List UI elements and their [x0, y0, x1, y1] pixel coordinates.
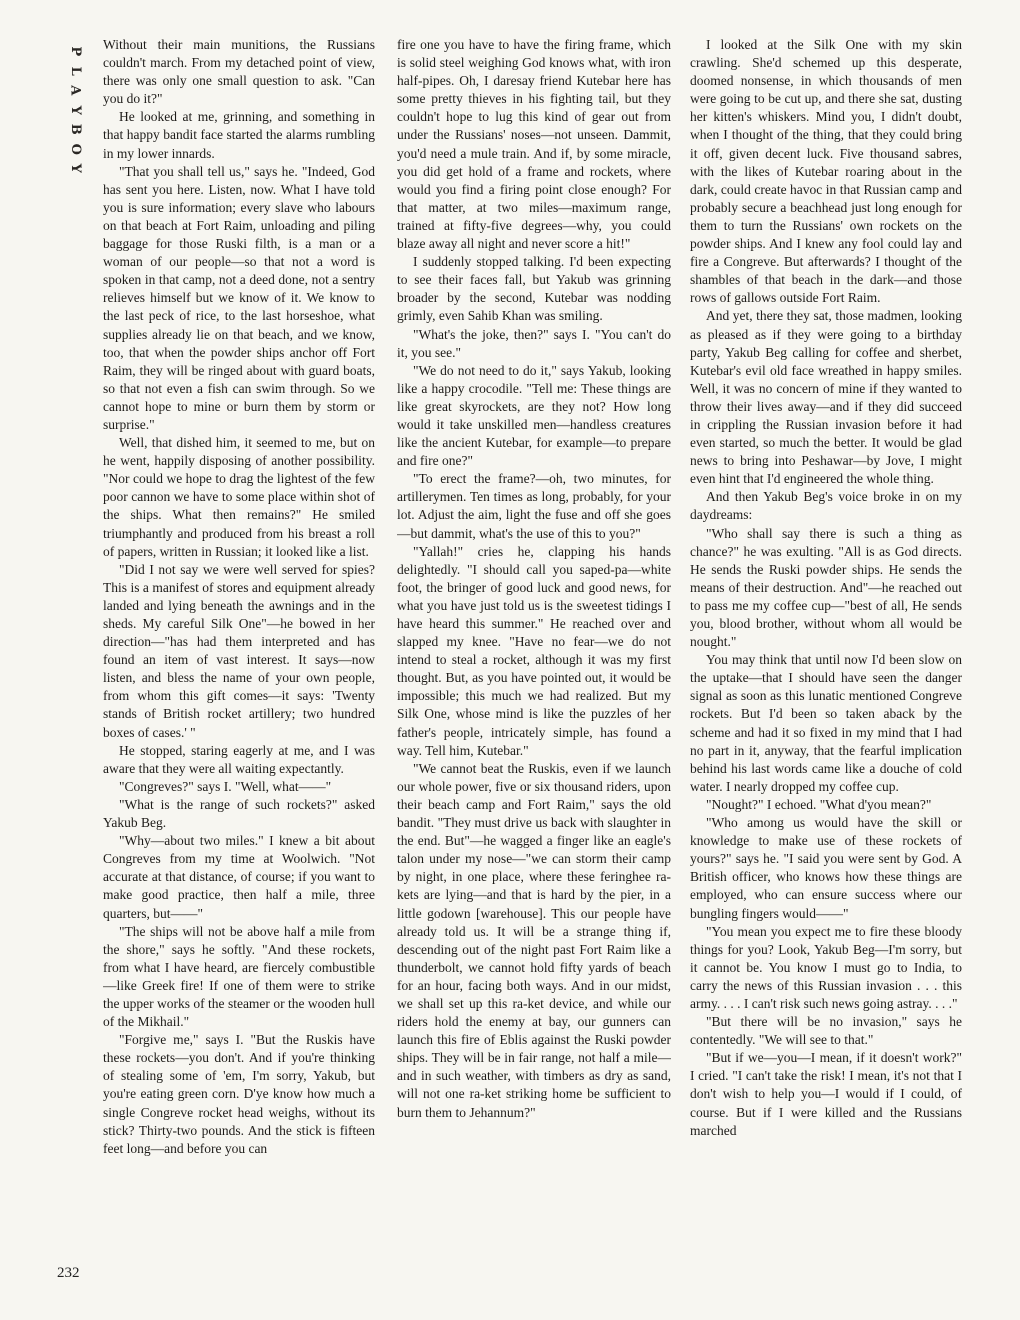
paragraph: He stopped, staring eagerly at me, and I was aware that they were all waiting expectantly.	[103, 742, 375, 776]
paragraph: "We do not need to do it," says Yakub, looking like a happy crocodile. "Tell me: These things are like great skyrockets, are they not? How long would it take unskilled men—handless creatures like the ancient Kutebar, for example—to prepare and fire one?"	[397, 362, 671, 469]
paragraph: "Who shall say there is such a thing as chance?" he was exulting. "All is as God directs. He sends the Ruski powder ships. He sends the means of their destruction. And"—he reached out to pass me my coffee cup—"best of all, He sends you, blood brother, without whom all would be nought."	[690, 525, 962, 650]
magazine-masthead	[60, 42, 90, 179]
paragraph: "But if we—you—I mean, if it doesn't work?" I cried. "I can't take the risk! I mean, it's not that I don't wish to help you—I would if I could, of course. But if I were killed and the Russians marched	[690, 1050, 962, 1138]
paragraph: And then Yakub Beg's voice broke in on my daydreams:	[690, 489, 962, 523]
masthead-letter: Y	[67, 105, 83, 116]
paragraph: fire one you have to have the firing frame, which is solid steel weighing God knows what, with iron half-pipes. Oh, I daresay friend Kutebar here has some pretty thieves in his fighting tail, but they couldn't hope to lug this kind of gear out from under the Russians' noses—not unseen. Dammit, you'd need a mule train. And if, by some miracle, you did get hold of a frame and rockets, where would you find a firing point close enough? For that matter, at two miles—maximum range, trained at fifty-five degrees—why, you could blaze away all night and never score a hit!"	[397, 37, 671, 252]
paragraph: "What's the joke, then?" says I. "You can't do it, you see."	[397, 326, 671, 360]
paragraph: "Did I not say we were well served for spies? This is a manifest of stores and equipment already landed and lying beneath the awnings and in the sheds. My careful Silk One"—he bowed in her direction—"has had them interpreted and has found an item of vast interest. It says—now listen, and bless the name of your own people, from whom this gift comes—it says: 'Twenty stands of British rocket artillery; two hundred boxes of cases.' "	[103, 561, 375, 740]
paragraph: "Nought?" I echoed. "What d'you mean?"	[706, 796, 932, 812]
paragraph: He looked at me, grinning, and something in that happy bandit face started the alarms rumbling in my lower innards.	[103, 109, 375, 161]
paragraph: Well, that dished him, it seemed to me, but on he went, happily disposing of another possibility. "Nor could we hope to drag the lightest of the few poor cannon we have to some place within shot of the ships. What then remains?" He smiled triumphantly and produced from his breast a roll of papers, written in Russian; it looked like a list.	[103, 435, 375, 559]
paragraph: "To erect the frame?—oh, two minutes, for artillerymen. Ten times as long, probably, for your lot. Adjust the aim, light the fuse and off she goes—but dammit, what's the use of this to you?"	[397, 471, 671, 541]
paragraph: "You mean you expect me to fire these bloody things for you? Look, Yakub Beg—I'm sorry, but it cannot be. You know I must go to India, to carry the news of this Russian invasion . . . this army. . . . I can't risk such news going astray. . . ."	[690, 923, 962, 1011]
paragraph: "Why—about two miles." I knew a bit about Congreves from my time at Woolwich. "Not accurate at that distance, of course; if you want to make good practice, then half a mile, three quarters, but——"	[103, 833, 375, 921]
paragraph: "What is the range of such rockets?" asked Yakub Beg.	[103, 796, 375, 831]
masthead-letter: O	[67, 143, 83, 156]
paragraph: I looked at the Silk One with my skin crawling. She'd schemed up this desperate, doomed nonsense, in which thousands of men were going to be cut up, and there she sat, dusting her kitten's whiskers. Mind you, I didn't doubt, when I thought of the thing, that they could bring it off, given decent luck. Five thousand sabres, with the likes of Kutebar roaring about in the dark, could create havoc in that Russian camp and probably secure a beachhead just long enough for them to turn the Russians' own rockets on the powder ships. And I knew any fool could lay and fire a Congreve. But afterwards? I thought of the shambles of that beach in the dark—and those rows of gallows outside Fort Raim.	[690, 37, 962, 306]
paragraph: "Congreves?" says I. "Well, what——"	[119, 778, 332, 794]
masthead-letter: Y	[67, 163, 83, 174]
masthead-letter: B	[67, 123, 83, 136]
paragraph: "We cannot beat the Ruskis, even if we launch our whole power, five or six thousand riders, upon their beach camp and Fort Raim," says the old bandit. "They must drive us back with slaughter in the end. But"—he wagged a finger like an eagle's talon under my nose—"we can storm their camp by night, in one place, where these feringhee ra-kets are lying—and that is hard by the pier, in a little godown [warehouse]. This our people have already told us. It will be a strange thing if, descending out of the night past Fort Raim like a thunderbolt, we cannot hold fifty yards of beach for an hour, facing both ways. And in our midst, we shall set up this ra-ket device, and while our riders hold the enemy at bay, our gunners can launch this fire of Eblis against the Ruski powder ships. They will be in fair range, not half a mile—and in such weather, with timbers as dry as sand, will not one ra-ket striking home be sufficient to burn them to Jehannum?"	[397, 760, 671, 1120]
paragraph: "Forgive me," says I. "But the Ruskis have these rockets—you don't. And if you're thinking of stealing some of 'em, I'm sorry, Yakub, but you're eating green corn. D'ye know how much a single Congreve rocket head weighs, without its stick? Thirty-two pounds. And the stick is fifteen feet long—and before you can	[103, 1032, 375, 1156]
paragraph: "Who among us would have the skill or knowledge to make use of these rockets of yours?" says he. "I said you were sent by God. A British officer, who knows how these things are employed, who can ensure success where our bungling fingers would——"	[690, 815, 962, 921]
masthead-letter: P	[67, 46, 83, 58]
paragraph: Without their main munitions, the Russians couldn't march. From my detached point of view, there was only one small question to ask. "Can you do it?"	[103, 37, 375, 107]
text-column-2	[397, 36, 671, 1286]
text-column-1	[103, 36, 375, 1286]
paragraph: "The ships will not be above half a mile from the shore," says he softly. "And these rockets, from what I have heard, are fiercely combustible—like Greek fire! If one of them were to strike the upper works of the steamer or the wooden hull of the Mikhail."	[103, 923, 375, 1030]
paragraph: I suddenly stopped talking. I'd been expecting to see their faces fall, but Yakub was grinning broader by the second, Kutebar was nodding grimly, even Sahib Khan was smiling.	[397, 254, 671, 324]
paragraph: "But there will be no invasion," says he contentedly. "We will see to that."	[690, 1014, 962, 1048]
paragraph: And yet, there they sat, those madmen, looking as pleased as if they were going to a birthday party, Yakub Beg calling for coffee and sherbet, Kutebar's evil old face wreathed in happy smiles. Well, it was no concern of mine if they wanted to throw their lives away—and if they did succeed in crippling the Russian invasion before it had even started, so much the better. It would be glad news to bring into Peshawar—by Jove, I might even hint that I'd engineered the whole thing.	[690, 308, 962, 487]
page-number: 232	[57, 1265, 80, 1281]
paragraph: "That you shall tell us," says he. "Indeed, God has sent you here. Listen, now. What I have told you is sure information; every slave who labours on that beach at Fort Raim, unloading and piling baggage for those Ruski filth, is a man or a woman of our people—so that not a word is spoken in that camp, not a deed done, not a sentry relieves himself but we know of it. We know to the last peck of rice, to the last horseshoe, what supplies already lie on that beach, and we know, too, that when the powder ships anchor off Fort Raim, they will be ringed about with guard boats, so that not even a fish can swim through. So we cannot hope to mine or burn them by storm or surprise."	[103, 163, 375, 432]
paragraph: You may think that until now I'd been slow on the uptake—that I should have seen the danger signal as soon as this lunatic mentioned Congreve rockets. But I'd been so taken aback by the scheme and had it so fixed in my mind that I had no part in it, anyway, that the fearful implication behind his last words came like a douche of cold water. I nearly dropped my coffee cup.	[690, 652, 962, 794]
masthead-letter: A	[67, 85, 83, 97]
masthead-letter: L	[67, 66, 83, 77]
paragraph: "Yallah!" cries he, clapping his hands delightedly. "I should call you saped-pa—white foot, the bringer of good luck and good news, for what you have just told us is the sweetest tidings I have heard this summer." He reached over and slapped my knee. "Have no fear—we do not intend to steal a rocket, although it was my first thought. But, as you have pointed out, it would be impossible; this much we had realized. But my Silk One, whose mind is like the puzzles of her father's people, intricately simple, has found a way. Tell him, Kutebar."	[397, 543, 671, 758]
text-column-3	[690, 36, 962, 1286]
